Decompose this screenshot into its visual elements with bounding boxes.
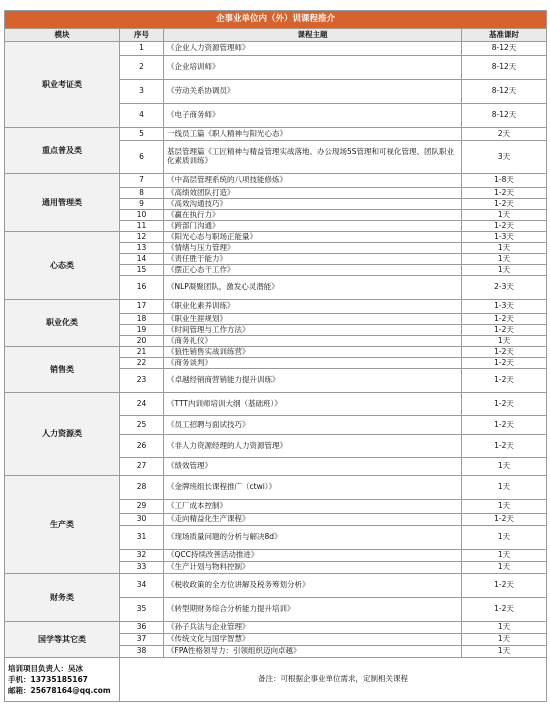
course-cell: 《现场质量问题的分析与解决8d》 [164,526,462,550]
num-cell: 33 [120,562,164,574]
table-row [5,42,547,56]
course-cell: 《时间管理与工作方法》 [164,325,462,336]
header-duration: 基准课时 [462,29,547,42]
duration-cell: 1-2天 [462,188,547,199]
duration-cell: 1-2天 [462,514,547,526]
duration-cell: 1天 [462,622,547,634]
header-course: 课程主题 [164,29,462,42]
table-row [5,622,547,634]
num-cell: 3 [120,80,164,104]
num-cell: 8 [120,188,164,199]
num-cell: 6 [120,141,164,174]
course-cell: 《NLP凝聚团队，激发心灵潜能》 [164,276,462,300]
duration-cell: 1-2天 [462,435,547,458]
module-cell: 职业化类 [5,300,120,347]
num-cell: 21 [120,347,164,358]
table-row [5,174,547,188]
duration-cell: 1天 [462,336,547,347]
duration-cell: 2天 [462,128,547,141]
num-cell: 23 [120,369,164,393]
course-cell: 《阳光心态与职场正能量》 [164,232,462,243]
num-cell: 17 [120,300,164,314]
course-cell: 《赢在执行力》 [164,210,462,221]
course-cell: 《传统文化与国学智慧》 [164,634,462,646]
duration-cell: 1天 [462,476,547,500]
num-cell: 2 [120,56,164,80]
num-cell: 28 [120,476,164,500]
duration-cell: 1天 [462,550,547,562]
duration-cell: 1-2天 [462,574,547,598]
course-cell: 《职业化素养训练》 [164,300,462,314]
num-cell: 34 [120,574,164,598]
course-cell: 《税收政策的全方位讲解及税务筹划分析》 [164,574,462,598]
table-body [5,42,547,658]
duration-cell: 1-2天 [462,393,547,416]
num-cell: 20 [120,336,164,347]
num-cell: 9 [120,199,164,210]
duration-cell: 1天 [462,210,547,221]
course-cell: 《狼性销售实战训练营》 [164,347,462,358]
num-cell: 38 [120,646,164,658]
course-cell: 《FPA性格领导力：引领组织迈向卓越》 [164,646,462,658]
course-cell: 《企业培训师》 [164,56,462,80]
module-cell: 生产类 [5,476,120,574]
course-cell: 《商务谈判》 [164,358,462,369]
duration-cell: 1天 [462,526,547,550]
module-cell: 心态类 [5,232,120,300]
module-cell: 重点普及类 [5,128,120,174]
contact-phone: 手机：13735185167 [8,674,88,684]
module-cell: 职业考证类 [5,42,120,128]
duration-cell: 1天 [462,500,547,514]
duration-cell: 1-3天 [462,300,547,314]
num-cell: 12 [120,232,164,243]
course-cell: 《高效沟通技巧》 [164,199,462,210]
course-cell: 《金牌班组长课程推广（ctwi）》 [164,476,462,500]
duration-cell: 1-2天 [462,598,547,622]
duration-cell: 8-12天 [462,80,547,104]
table-row [5,232,547,243]
course-cell: 基层管理篇《工匠精神与精益管理实战落地、办公现场5S管理和可视化管理、团队职业化素质训练》 [164,141,462,174]
duration-cell: 8-12天 [462,56,547,80]
duration-cell: 8-12天 [462,104,547,128]
num-cell: 30 [120,514,164,526]
course-cell: 《职业生涯规划》 [164,314,462,325]
duration-cell: 1天 [462,254,547,265]
num-cell: 1 [120,42,164,56]
duration-cell: 1-2天 [462,347,547,358]
module-cell: 通用管理类 [5,174,120,232]
num-cell: 16 [120,276,164,300]
contact-cell [5,658,120,702]
course-cell: 《劳动关系协调员》 [164,80,462,104]
table-row [5,128,547,141]
duration-cell: 1天 [462,458,547,476]
course-cell: 《情绪与压力管理》 [164,243,462,254]
course-cell: 《责任胜于能力》 [164,254,462,265]
course-cell: 《非人力资源经理的人力资源管理》 [164,435,462,458]
duration-cell: 8-12天 [462,42,547,56]
num-cell: 19 [120,325,164,336]
course-cell: 《摆正心态干工作》 [164,265,462,276]
course-cell: 《员工招聘与面试技巧》 [164,416,462,435]
course-cell: 《企业人力资源管理师》 [164,42,462,56]
course-cell: 《电子商务师》 [164,104,462,128]
course-cell: 《高绩效团队打造》 [164,188,462,199]
num-cell: 11 [120,221,164,232]
num-cell: 36 [120,622,164,634]
num-cell: 26 [120,435,164,458]
num-cell: 5 [120,128,164,141]
num-cell: 22 [120,358,164,369]
num-cell: 25 [120,416,164,435]
duration-cell: 3天 [462,141,547,174]
contact-email: 邮箱：25678164@qq.com [8,686,111,696]
course-cell: 《商务礼仪》 [164,336,462,347]
table-row [5,300,547,314]
duration-cell: 1-2天 [462,369,547,393]
contact-person: 培训项目负责人：吴冰 [8,663,83,673]
duration-cell: 1天 [462,243,547,254]
num-cell: 27 [120,458,164,476]
num-cell: 24 [120,393,164,416]
course-cell: 《孙子兵法与企业管理》 [164,622,462,634]
duration-cell: 1天 [462,562,547,574]
course-cell: 《绩效管理》 [164,458,462,476]
duration-cell: 1-2天 [462,221,547,232]
num-cell: 10 [120,210,164,221]
header-num: 序号 [120,29,164,42]
course-cell: 《走向精益化生产课程》 [164,514,462,526]
course-cell: 一线员工篇《职人精神与阳光心态》 [164,128,462,141]
duration-cell: 1-2天 [462,314,547,325]
table-row [5,574,547,598]
module-cell: 销售类 [5,347,120,393]
title-row [5,11,547,29]
table-title: 企事业单位内（外）训课程推介 [5,11,547,29]
footer-row [5,658,547,702]
num-cell: 18 [120,314,164,325]
header-row [5,29,547,42]
duration-cell: 2-3天 [462,276,547,300]
duration-cell: 1-3天 [462,232,547,243]
course-cell: 《卓越经销商营销能力提升训练》 [164,369,462,393]
num-cell: 14 [120,254,164,265]
duration-cell: 1-2天 [462,325,547,336]
duration-cell: 1-2天 [462,199,547,210]
course-table [4,10,547,702]
duration-cell: 1-2天 [462,358,547,369]
num-cell: 15 [120,265,164,276]
header-module: 模块 [5,29,120,42]
module-cell: 财务类 [5,574,120,622]
course-cell: 《TTT内训师培训大纲（基础班）》 [164,393,462,416]
course-cell: 《中高层管理系统的八项技能修炼》 [164,174,462,188]
num-cell: 32 [120,550,164,562]
num-cell: 29 [120,500,164,514]
duration-cell: 1天 [462,634,547,646]
duration-cell: 1天 [462,265,547,276]
course-cell: 《跨部门沟通》 [164,221,462,232]
duration-cell: 1天 [462,646,547,658]
num-cell: 35 [120,598,164,622]
num-cell: 13 [120,243,164,254]
module-cell: 国学等其它类 [5,622,120,658]
num-cell: 4 [120,104,164,128]
num-cell: 31 [120,526,164,550]
footer-note: 备注：可根据企事业单位需求，定制相关课程 [120,658,547,702]
course-cell: 《生产计划与物料控制》 [164,562,462,574]
duration-cell: 1-8天 [462,174,547,188]
table-row [5,476,547,500]
duration-cell: 1-2天 [462,416,547,435]
table-row [5,393,547,416]
course-cell: 《QCC持续改善活动推进》 [164,550,462,562]
num-cell: 37 [120,634,164,646]
table-row [5,347,547,358]
num-cell: 7 [120,174,164,188]
course-cell: 《转型期财务综合分析能力提升培训》 [164,598,462,622]
module-cell: 人力资源类 [5,393,120,476]
course-cell: 《工厂成本控制》 [164,500,462,514]
